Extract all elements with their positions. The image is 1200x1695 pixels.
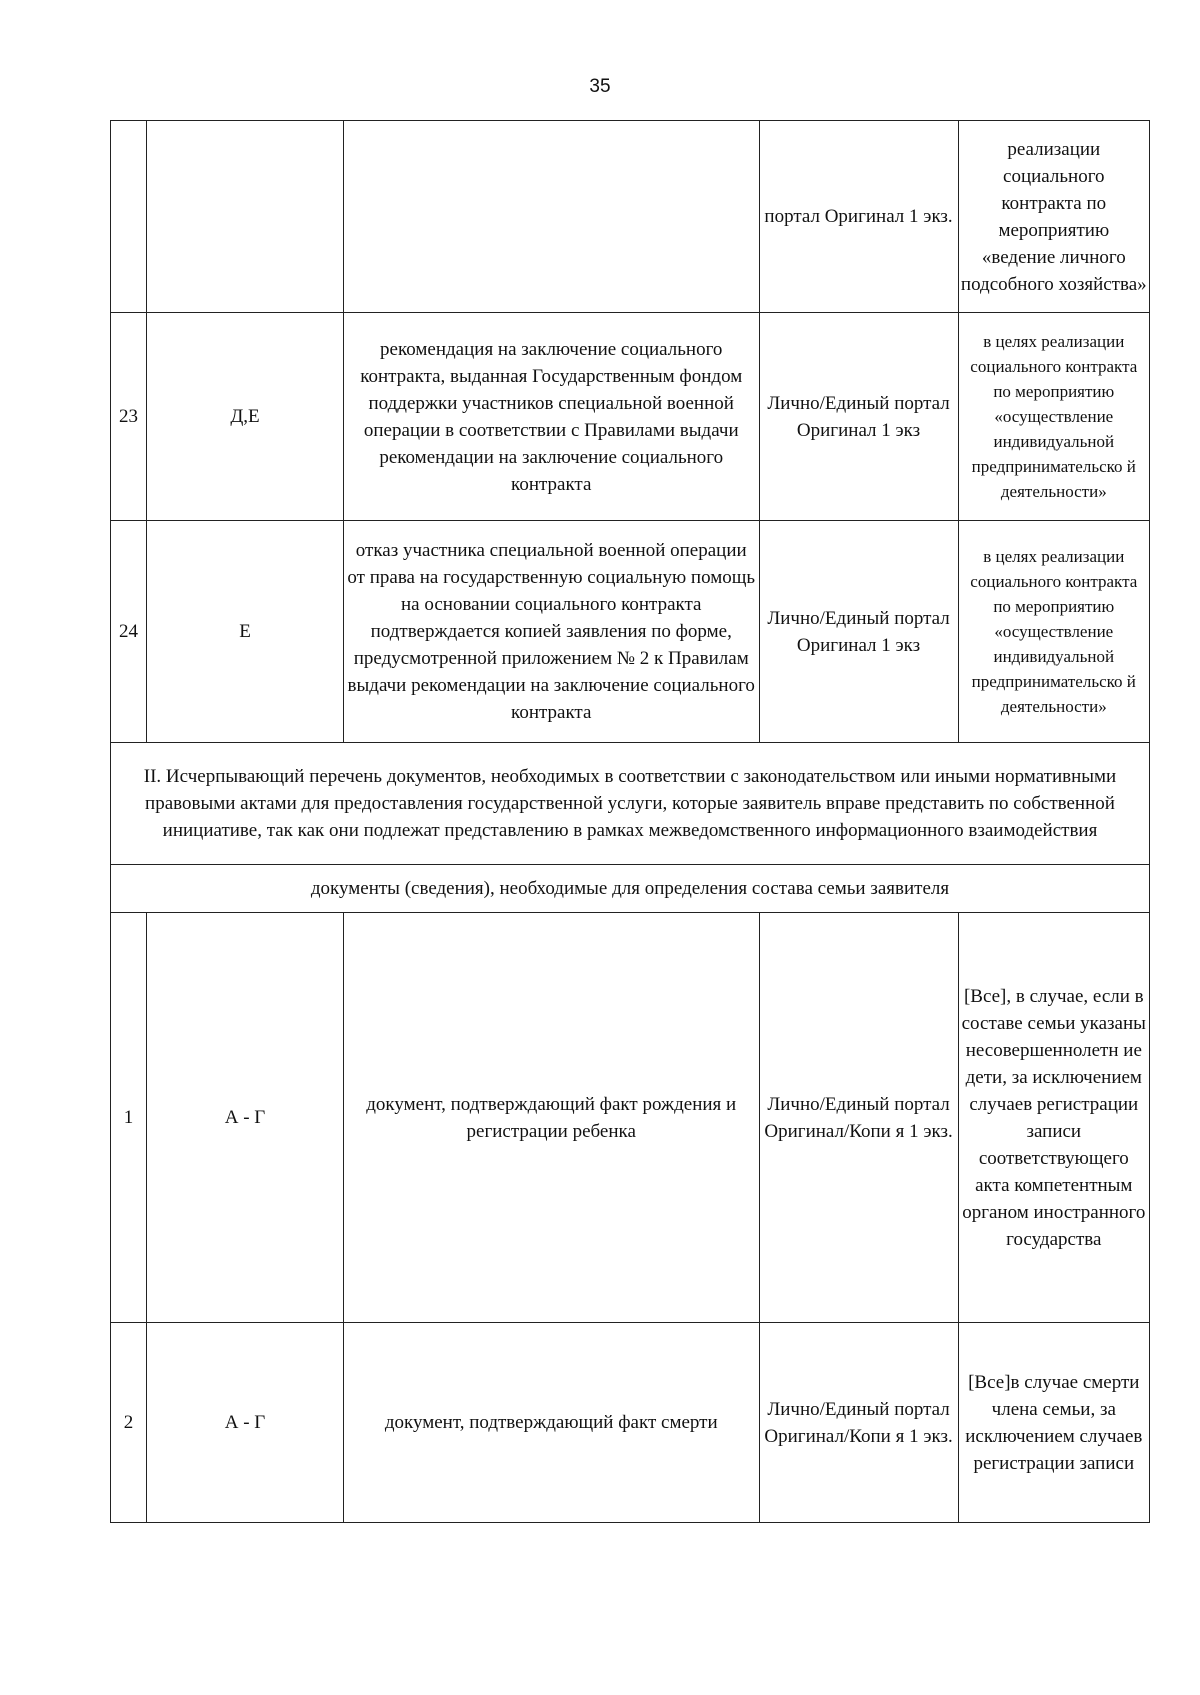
row-number: 1: [111, 913, 147, 1323]
table-row: [111, 313, 1150, 521]
subsection-heading-row: [111, 865, 1150, 913]
section-heading: II. Исчерпывающий перечень документов, необходимых в соответствии с законодательством или иными нормативными правовыми актами для предоставления государственной услуги, которые заявитель вправе представить по собственной инициативе, так как они подлежат представлению в рамках межведомственного информационного взаимодействия: [111, 743, 1150, 865]
document-note: в целях реализации социального контракта по мероприятию «осуществление индивидуальной предпринимательско й деятельности»: [958, 313, 1149, 521]
table-row: [111, 521, 1150, 743]
applicant-category: Е: [147, 521, 344, 743]
submission-method: Лично/Единый портал Оригинал 1 экз: [759, 521, 958, 743]
submission-method: Лично/Единый портал Оригинал/Копи я 1 экз.: [759, 913, 958, 1323]
document-note: в целях реализации социального контракта по мероприятию «осуществление индивидуальной предпринимательско й деятельности»: [958, 521, 1149, 743]
document-note: реализации социального контракта по мероприятию «ведение личного подсобного хозяйства»: [958, 121, 1149, 313]
section-heading-row: [111, 743, 1150, 865]
applicant-category: Д,Е: [147, 313, 344, 521]
document-name: рекомендация на заключение социального контракта, выданная Государственным фондом поддержки участников специальной военной операции в соответствии с Правилами выдачи рекомендации на заключение социального контракта: [343, 313, 759, 521]
document-name: отказ участника специальной военной операции от права на государственную социальную помощь на основании социального контракта подтверждается копией заявления по форме, предусмотренной приложением № 2 к Правилам выдачи рекомендации на заключение социального контракта: [343, 521, 759, 743]
table-row: [111, 121, 1150, 313]
applicant-category: [147, 121, 344, 313]
table-row: [111, 1323, 1150, 1523]
submission-method: Лично/Единый портал Оригинал 1 экз: [759, 313, 958, 521]
table-row: [111, 913, 1150, 1323]
submission-method: портал Оригинал 1 экз.: [759, 121, 958, 313]
document-note: [Все], в случае, если в составе семьи указаны несовершеннолетн ие дети, за исключением случаев регистрации записи соответствующего акта компетентным органом иностранного государства: [958, 913, 1149, 1323]
document-name: документ, подтверждающий факт смерти: [343, 1323, 759, 1523]
page-number: 35: [589, 76, 611, 97]
subsection-heading: документы (сведения), необходимые для определения состава семьи заявителя: [111, 865, 1150, 913]
document-name: [343, 121, 759, 313]
row-number: 23: [111, 313, 147, 521]
row-number: 2: [111, 1323, 147, 1523]
applicant-category: А - Г: [147, 1323, 344, 1523]
document-note: [Все]в случае смерти члена семьи, за исключением случаев регистрации записи: [958, 1323, 1149, 1523]
submission-method: Лично/Единый портал Оригинал/Копи я 1 экз.: [759, 1323, 958, 1523]
documents-table: [110, 120, 1150, 1523]
applicant-category: А - Г: [147, 913, 344, 1323]
row-number: 24: [111, 521, 147, 743]
row-number: [111, 121, 147, 313]
document-name: документ, подтверждающий факт рождения и регистрации ребенка: [343, 913, 759, 1323]
